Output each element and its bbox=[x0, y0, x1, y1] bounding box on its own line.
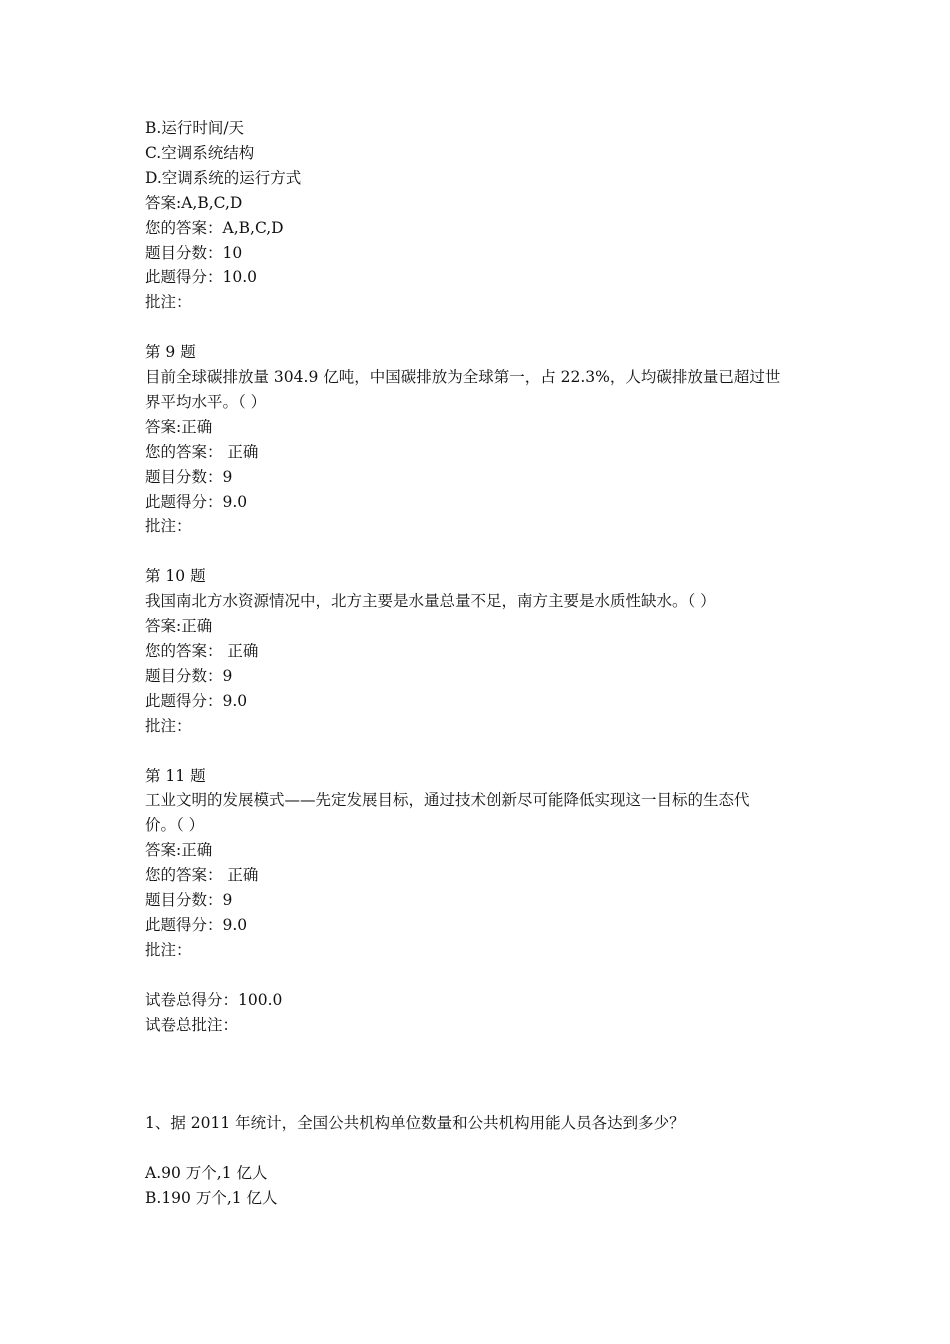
question-stem-line1: 我国南北方水资源情况中，北方主要是水量总量不足，南方主要是水质性缺水。（ ） bbox=[145, 592, 716, 611]
correct-answer: 答案:正确 bbox=[145, 841, 213, 860]
question-stem-line2: 界平均水平。（ ） bbox=[145, 392, 267, 411]
question-heading: 第 10 题 bbox=[145, 567, 206, 586]
exam-summary bbox=[145, 988, 825, 1038]
correct-answer: 答案:正确 bbox=[145, 617, 213, 636]
question-heading: 第 11 题 bbox=[145, 766, 206, 785]
option-a: A.90 万个,1 亿人 bbox=[145, 1164, 268, 1183]
question-score: 此题得分：9.0 bbox=[145, 691, 248, 710]
total-comment: 试卷总批注： bbox=[145, 1015, 239, 1034]
question-points: 题目分数：9 bbox=[145, 467, 233, 486]
question-points: 题目分数：10 bbox=[145, 243, 243, 262]
question-comment: 批注： bbox=[145, 293, 192, 312]
correct-answer: 答案:A,B,C,D bbox=[145, 193, 243, 212]
question-11 bbox=[145, 764, 825, 963]
question-stem-line1: 目前全球碳排放量 304.9 亿吨，中国碳排放为全球第一，占 22.3%，人均碳排放量已超过世 bbox=[145, 368, 781, 387]
question-8-tail bbox=[145, 116, 825, 315]
question-stem-line2: 价。（ ） bbox=[145, 816, 205, 835]
your-answer: 您的答案： 正确 bbox=[145, 442, 259, 461]
question-points: 题目分数：9 bbox=[145, 891, 233, 910]
total-score: 试卷总得分：100.0 bbox=[145, 990, 283, 1009]
question-heading: 第 9 题 bbox=[145, 343, 196, 362]
question-stem-line1: 工业文明的发展模式——先定发展目标，通过技术创新尽可能降低实现这一目标的生态代 bbox=[145, 791, 750, 810]
question-10 bbox=[145, 564, 825, 738]
document-page bbox=[145, 116, 825, 1211]
question-comment: 批注： bbox=[145, 716, 192, 735]
question-score: 此题得分：9.0 bbox=[145, 492, 248, 511]
correct-answer: 答案:正确 bbox=[145, 417, 213, 436]
question-comment: 批注： bbox=[145, 517, 192, 536]
option-d: D.空调系统的运行方式 bbox=[145, 168, 302, 187]
your-answer: 您的答案： 正确 bbox=[145, 642, 259, 660]
option-b: B.运行时间/天 bbox=[145, 119, 245, 137]
question-9 bbox=[145, 340, 825, 539]
option-c: C.空调系统结构 bbox=[145, 143, 255, 162]
question-comment: 批注： bbox=[145, 940, 192, 959]
your-answer: 您的答案：A,B,C,D bbox=[145, 218, 284, 237]
question-stem: 1、据 2011 年统计，全国公共机构单位数量和公共机构用能人员各达到多少？ bbox=[145, 1114, 685, 1133]
question-score: 此题得分：10.0 bbox=[145, 268, 258, 287]
question-score: 此题得分：9.0 bbox=[145, 915, 248, 934]
next-section bbox=[145, 1111, 825, 1211]
question-points: 题目分数：9 bbox=[145, 666, 233, 685]
option-b: B.190 万个,1 亿人 bbox=[145, 1189, 278, 1208]
your-answer: 您的答案： 正确 bbox=[145, 866, 259, 885]
